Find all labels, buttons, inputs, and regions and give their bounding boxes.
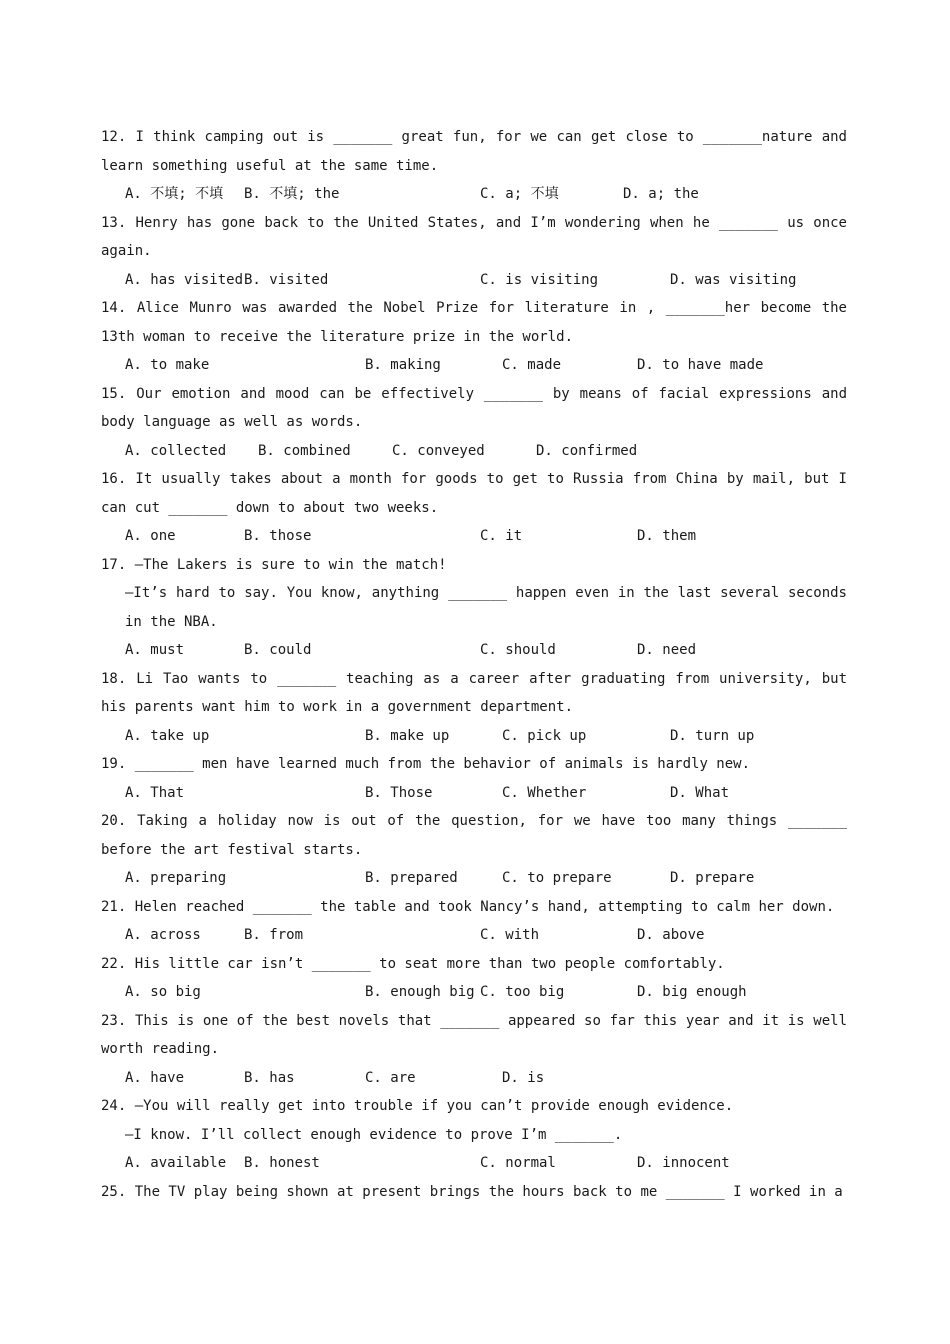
question-item (101, 209, 847, 295)
question-stem: 15. Our emotion and mood can be effectively _______ by means of facial expressions and body language as well as words. (101, 385, 847, 430)
answer-option: B. making (365, 357, 441, 373)
question-item (101, 1178, 847, 1207)
options-row (101, 921, 847, 950)
answer-option: A. one (125, 528, 176, 544)
answer-option: B. combined (258, 442, 351, 459)
question-stem: 22. His little car isn’t _______ to seat more than two people comfortably. (101, 955, 725, 972)
answer-option: A. across (125, 927, 201, 943)
answer-option: B. prepared (365, 870, 458, 886)
answer-option: D. them (637, 528, 697, 544)
question-stem: 20. Taking a holiday now is out of the question, for we have too many things _______ before the art festival starts. (101, 813, 847, 858)
question-stem: 13. Henry has gone back to the United States, and I’m wondering when he _______ us once again. (101, 214, 847, 259)
question-stem: 24. —You will really get into trouble if you can’t provide enough evidence. (101, 1098, 734, 1114)
question-item (101, 1092, 847, 1178)
answer-option: D. to have made (637, 357, 764, 373)
answer-option: B. Those (365, 784, 433, 801)
answer-option: A. to make (125, 357, 210, 373)
answer-option: C. pick up (502, 727, 587, 744)
question-item (101, 750, 847, 807)
answer-option: A. 不填; 不填 (125, 186, 224, 202)
answer-option: A. take up (125, 727, 210, 744)
question-stem: 21. Helen reached _______ the table and took Nancy’s hand, attempting to calm her down. (101, 898, 835, 915)
answer-option: D. was visiting (670, 271, 797, 288)
question-stem: 16. It usually takes about a month for goods to get to Russia from China by mail, but I can cut _______ down to about two weeks. (101, 471, 847, 516)
question-item (101, 294, 847, 380)
question-item (101, 465, 847, 551)
answer-option: B. 不填; the (244, 186, 340, 202)
answer-option: C. is visiting (480, 271, 599, 288)
answer-option: C. should (480, 642, 556, 658)
answer-option: C. too big (480, 984, 565, 1000)
answer-option: D. innocent (637, 1155, 730, 1171)
answer-option: D. need (637, 642, 697, 658)
dialogue-line: —It’s hard to say. You know, anything _______ happen even in the last several seconds in the NBA. (125, 585, 847, 630)
answer-option: A. available (125, 1155, 227, 1171)
answer-option: D. is (502, 1069, 545, 1086)
question-sheet (101, 123, 847, 1206)
answer-option: A. so big (125, 984, 201, 1000)
answer-option: A. must (125, 642, 185, 658)
question-stem: 25. The TV play being shown at present brings the hours back to me _______ I worked in a (101, 1183, 843, 1200)
question-item (101, 950, 847, 1007)
answer-option: D. big enough (637, 984, 747, 1000)
options-row (101, 1149, 847, 1178)
options-row (101, 351, 847, 380)
answer-option: D. confirmed (536, 442, 638, 459)
question-stem: 19. _______ men have learned much from the behavior of animals is hardly new. (101, 756, 751, 772)
answer-option: C. a; 不填 (480, 186, 559, 202)
answer-option: B. from (244, 927, 304, 943)
options-row (101, 180, 847, 209)
answer-option: A. have (125, 1069, 185, 1086)
options-row (101, 266, 847, 295)
question-stem: 14. Alice Munro was awarded the Nobel Prize for literature in , _______her become the 13th woman to receive the literature prize in the world. (101, 300, 847, 345)
question-item (101, 1007, 847, 1093)
question-stem: 18. Li Tao wants to _______ teaching as a career after graduating from university, but his parents want him to work in a government department. (101, 670, 847, 715)
question-item (101, 551, 847, 665)
answer-option: D. a; the (623, 186, 699, 202)
answer-option: D. What (670, 784, 730, 801)
answer-option: B. enough big (365, 984, 475, 1000)
question-item (101, 380, 847, 466)
options-row (101, 636, 847, 665)
options-row (101, 522, 847, 551)
options-row (101, 437, 847, 466)
dialogue-line: —I know. I’ll collect enough evidence to prove I’m _______. (125, 1126, 623, 1143)
question-item (101, 123, 847, 209)
answer-option: D. prepare (670, 870, 755, 886)
options-row (101, 978, 847, 1007)
answer-option: B. honest (244, 1155, 320, 1171)
answer-option: B. has (244, 1069, 295, 1086)
question-item (101, 807, 847, 893)
answer-option: C. made (502, 357, 562, 373)
options-row (101, 722, 847, 751)
question-stem: 17. —The Lakers is sure to win the match! (101, 556, 447, 573)
answer-option: C. are (365, 1069, 416, 1086)
question-stem: 23. This is one of the best novels that _______ appeared so far this year and it is well worth reading. (101, 1012, 847, 1057)
answer-option: C. with (480, 927, 540, 943)
answer-option: B. make up (365, 727, 450, 744)
answer-option: B. visited (244, 271, 329, 288)
answer-option: C. conveyed (392, 442, 485, 459)
answer-option: D. turn up (670, 727, 755, 744)
options-row (101, 779, 847, 808)
answer-option: D. above (637, 927, 705, 943)
question-item (101, 893, 847, 950)
answer-option: A. has visited (125, 271, 244, 288)
answer-option: C. it (480, 528, 523, 544)
options-row (101, 1064, 847, 1093)
answer-option: A. preparing (125, 870, 227, 886)
answer-option: B. those (244, 528, 312, 544)
answer-option: C. to prepare (502, 870, 612, 886)
question-item (101, 665, 847, 751)
answer-option: C. normal (480, 1155, 556, 1171)
answer-option: A. collected (125, 442, 227, 459)
answer-option: A. That (125, 784, 185, 801)
answer-option: B. could (244, 642, 312, 658)
answer-option: C. Whether (502, 784, 587, 801)
options-row (101, 864, 847, 893)
question-stem: 12. I think camping out is _______ great fun, for we can get close to _______nature and learn something useful at the same time. (101, 129, 847, 174)
